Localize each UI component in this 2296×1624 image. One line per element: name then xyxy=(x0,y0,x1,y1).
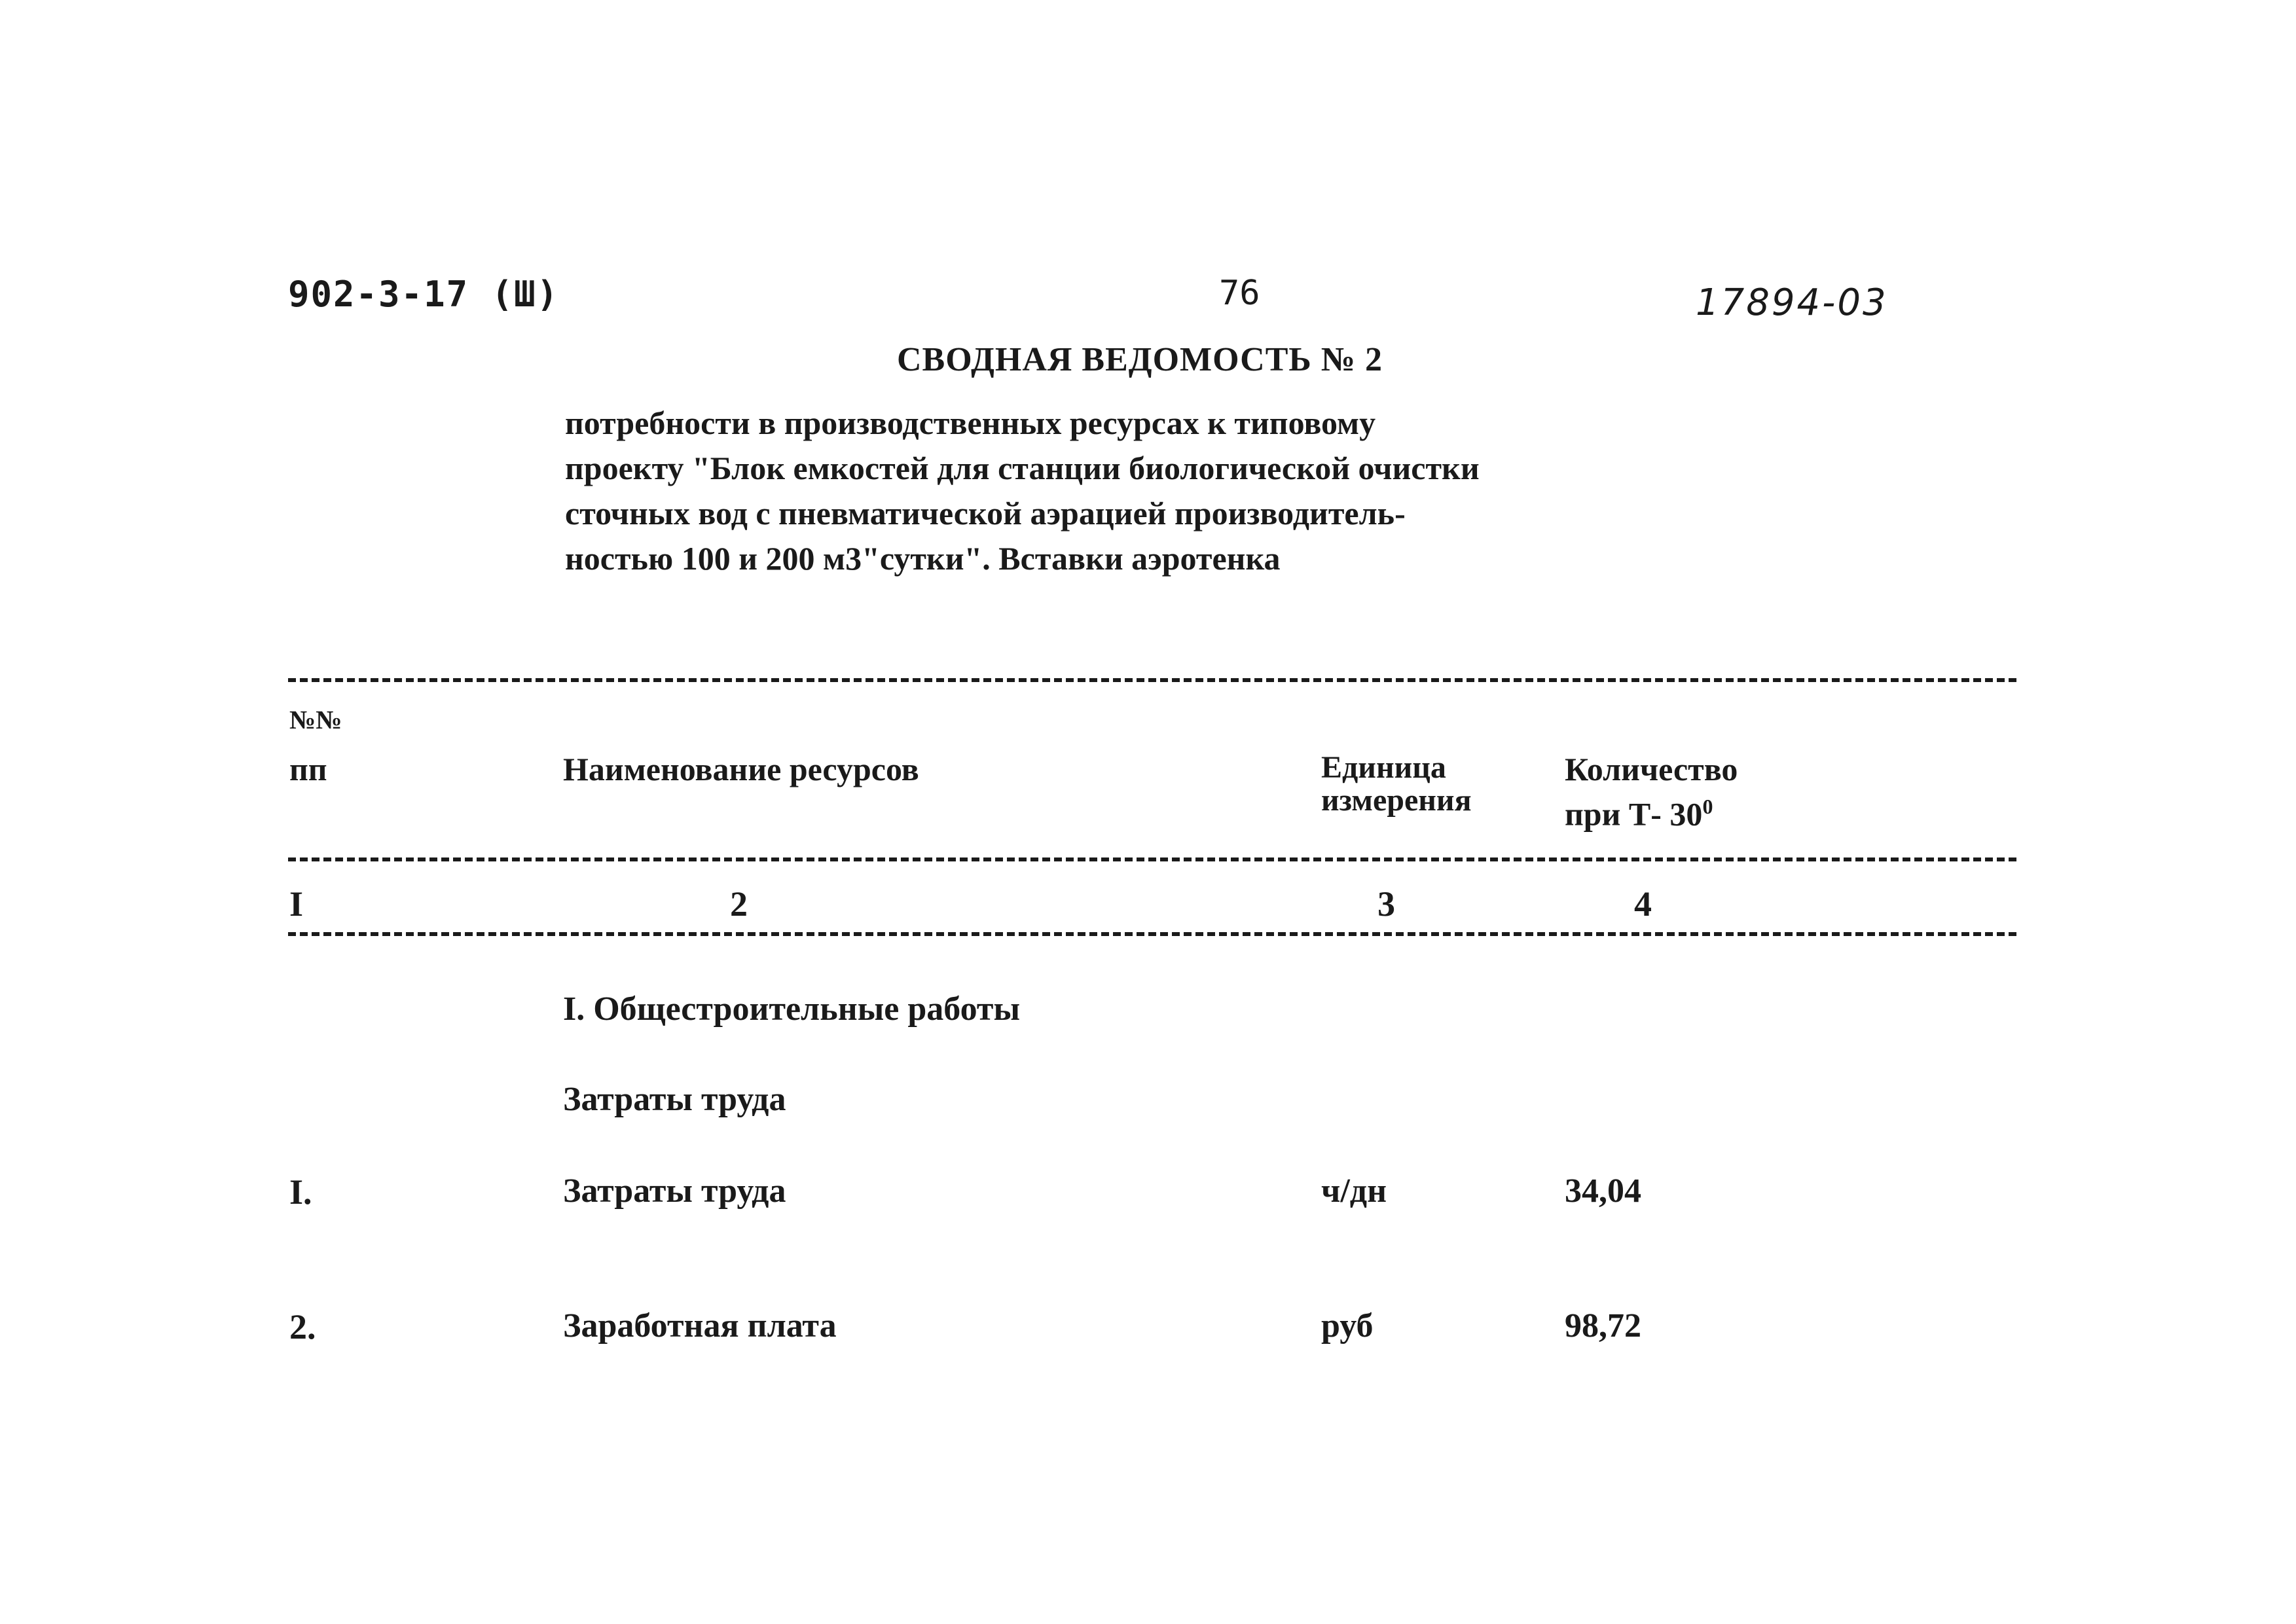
table-top-rule xyxy=(288,678,2016,682)
header-qty-line2 xyxy=(1565,795,1713,833)
page-number: 76 xyxy=(1219,274,1260,313)
subtitle-line: сточных вод с пневматической аэрацией производитель- xyxy=(565,495,1406,532)
document-code: 902-3-17 (Ш) xyxy=(288,274,560,315)
row-number: I. xyxy=(289,1172,312,1212)
row-resource-name: Затраты труда xyxy=(563,1172,786,1210)
row-unit: ч/дн xyxy=(1321,1172,1387,1210)
header-unit-line2: измерения xyxy=(1321,783,1472,818)
column-number-3: 3 xyxy=(1377,884,1395,924)
row-resource-name: Заработная плата xyxy=(563,1307,837,1344)
degree-superscript: 0 xyxy=(1702,795,1713,818)
column-number-1: I xyxy=(289,884,304,924)
subsection-title: Затраты труда xyxy=(563,1081,786,1118)
header-resource-name: Наименование ресурсов xyxy=(563,751,919,787)
header-qty-line1: Количество xyxy=(1565,751,1738,787)
header-qty-text: при Т- 30 xyxy=(1565,795,1703,833)
subtitle-line: ностью 100 и 200 м3"сутки". Вставки аэротенка xyxy=(565,540,1281,577)
subtitle-line: проекту "Блок емкостей для станции биологической очистки xyxy=(565,450,1480,486)
row-quantity: 34,04 xyxy=(1565,1172,1641,1210)
column-number-4: 4 xyxy=(1634,884,1652,924)
header-num-line2: пп xyxy=(289,751,327,787)
row-quantity: 98,72 xyxy=(1565,1307,1641,1344)
subtitle-line: потребности в производственных ресурсах к типовому xyxy=(565,405,1376,441)
row-number: 2. xyxy=(289,1307,316,1346)
section-title: I. Общестроительные работы xyxy=(563,990,1021,1028)
document-subtitle xyxy=(565,401,1480,581)
document-title: СВОДНАЯ ВЕДОМОСТЬ № 2 xyxy=(897,341,1383,378)
document-number: 17894-03 xyxy=(1696,281,1888,324)
table-numbers-rule xyxy=(288,932,2016,936)
header-num-line1: №№ xyxy=(289,705,342,734)
row-unit: руб xyxy=(1321,1307,1374,1344)
header-unit-line1: Единица xyxy=(1321,750,1446,785)
column-number-2: 2 xyxy=(730,884,748,924)
table-header-rule xyxy=(288,857,2016,861)
